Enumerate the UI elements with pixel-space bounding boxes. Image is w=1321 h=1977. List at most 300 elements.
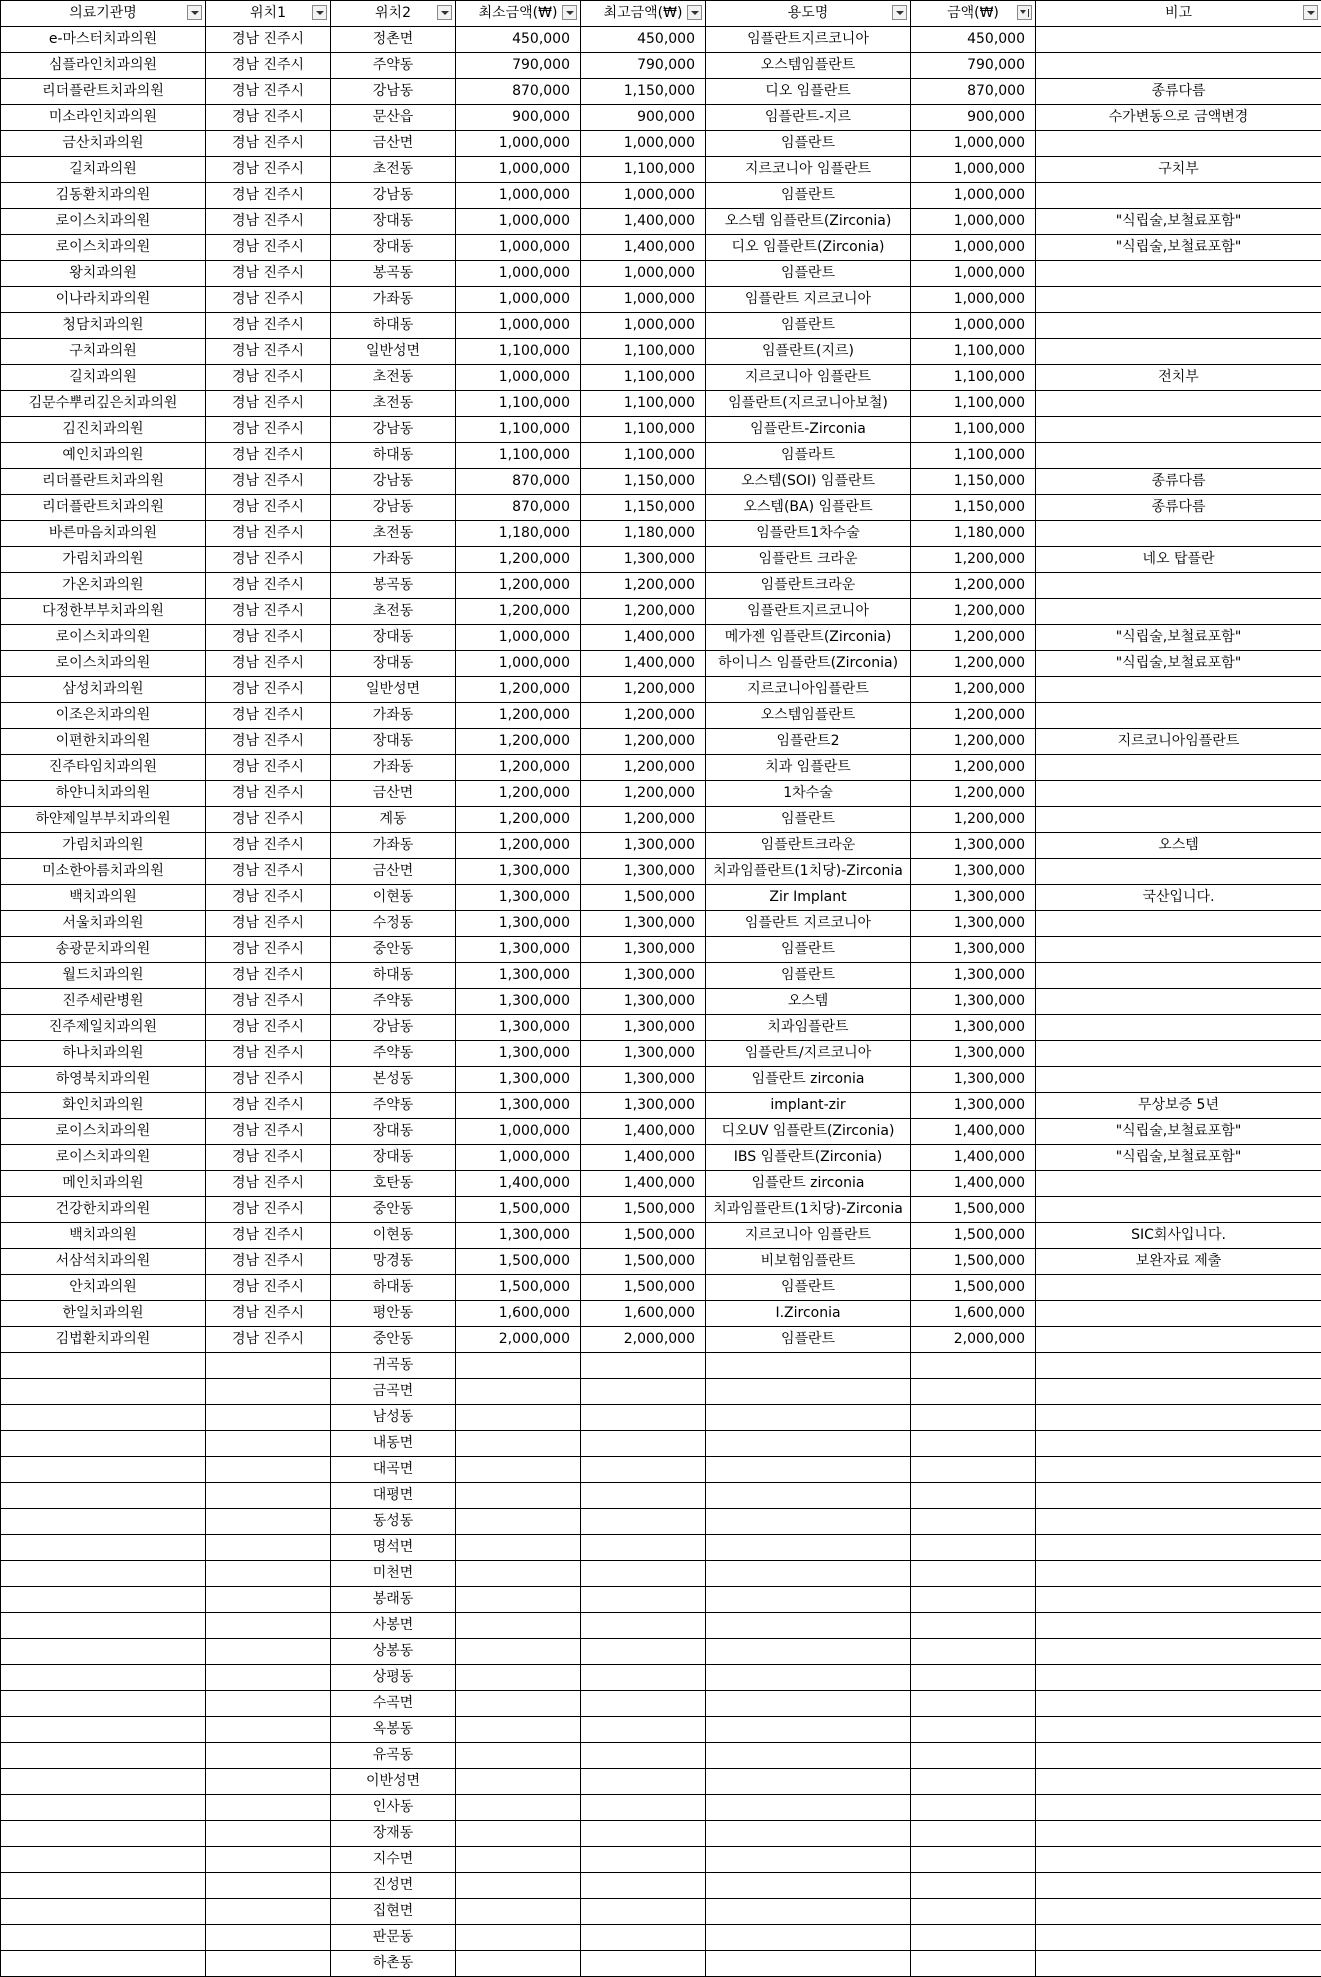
cell-amount[interactable]: 1,500,000 [911,1197,1036,1223]
cell-notes[interactable] [1036,1769,1321,1795]
cell-amount[interactable] [911,1925,1036,1951]
cell-location1[interactable] [206,1509,331,1535]
cell-location1[interactable] [206,1457,331,1483]
cell-location2[interactable]: 계동 [331,807,456,833]
cell-location1[interactable] [206,1535,331,1561]
cell-notes[interactable] [1036,1639,1321,1665]
cell-location2[interactable]: 집현면 [331,1899,456,1925]
cell-amount[interactable] [911,1639,1036,1665]
cell-institution[interactable]: 가림치과의원 [1,547,206,573]
cell-location1[interactable]: 경남 진주시 [206,157,331,183]
cell-max-price[interactable]: 1,500,000 [581,1223,706,1249]
cell-amount[interactable]: 1,200,000 [911,781,1036,807]
cell-amount[interactable]: 1,150,000 [911,469,1036,495]
cell-amount[interactable] [911,1821,1036,1847]
cell-amount[interactable] [911,1431,1036,1457]
cell-min-price[interactable]: 1,500,000 [456,1197,581,1223]
cell-max-price[interactable]: 1,400,000 [581,1145,706,1171]
cell-usage-name[interactable]: 임플란트지르코니아 [706,599,911,625]
cell-institution[interactable]: 안치과의원 [1,1275,206,1301]
cell-max-price[interactable] [581,1561,706,1587]
cell-institution[interactable]: 김문수뿌리깊은치과의원 [1,391,206,417]
cell-min-price[interactable]: 1,100,000 [456,391,581,417]
cell-usage-name[interactable]: 오스템임플란트 [706,703,911,729]
cell-amount[interactable] [911,1873,1036,1899]
cell-min-price[interactable]: 1,000,000 [456,183,581,209]
cell-location2[interactable]: 강남동 [331,469,456,495]
cell-location1[interactable] [206,1665,331,1691]
cell-location2[interactable]: 수곡면 [331,1691,456,1717]
cell-notes[interactable]: 네오 탑플란 [1036,547,1321,573]
cell-location1[interactable] [206,1483,331,1509]
cell-location2[interactable]: 상봉동 [331,1639,456,1665]
cell-max-price[interactable] [581,1769,706,1795]
cell-institution[interactable] [1,1483,206,1509]
cell-amount[interactable]: 1,400,000 [911,1119,1036,1145]
cell-amount[interactable]: 1,200,000 [911,755,1036,781]
cell-institution[interactable] [1,1769,206,1795]
cell-max-price[interactable]: 1,500,000 [581,1197,706,1223]
cell-min-price[interactable]: 1,500,000 [456,1249,581,1275]
cell-amount[interactable]: 1,200,000 [911,651,1036,677]
cell-amount[interactable]: 1,300,000 [911,1041,1036,1067]
cell-notes[interactable] [1036,1613,1321,1639]
cell-institution[interactable] [1,1691,206,1717]
cell-location1[interactable]: 경남 진주시 [206,209,331,235]
cell-notes[interactable] [1036,1353,1321,1379]
cell-institution[interactable]: 로이스치과의원 [1,1119,206,1145]
cell-notes[interactable]: "식립술,보철료포함" [1036,235,1321,261]
filter-dropdown-icon[interactable] [562,5,577,20]
cell-institution[interactable]: 로이스치과의원 [1,1145,206,1171]
cell-max-price[interactable] [581,1795,706,1821]
cell-location2[interactable]: 금산면 [331,131,456,157]
cell-min-price[interactable] [456,1639,581,1665]
cell-location2[interactable]: 주약동 [331,989,456,1015]
cell-notes[interactable] [1036,1301,1321,1327]
cell-min-price[interactable] [456,1665,581,1691]
cell-min-price[interactable]: 1,200,000 [456,781,581,807]
cell-location2[interactable]: 본성동 [331,1067,456,1093]
cell-location1[interactable]: 경남 진주시 [206,677,331,703]
cell-usage-name[interactable]: 임플란트 [706,261,911,287]
cell-location2[interactable]: 금산면 [331,781,456,807]
cell-institution[interactable] [1,1665,206,1691]
cell-institution[interactable]: 김동환치과의원 [1,183,206,209]
cell-notes[interactable] [1036,53,1321,79]
cell-location2[interactable]: 장대동 [331,1145,456,1171]
cell-institution[interactable]: 이나라치과의원 [1,287,206,313]
cell-max-price[interactable]: 1,300,000 [581,1093,706,1119]
filter-dropdown-icon[interactable] [687,5,702,20]
cell-min-price[interactable]: 870,000 [456,469,581,495]
cell-usage-name[interactable]: 임플란트 [706,807,911,833]
cell-min-price[interactable]: 1,200,000 [456,807,581,833]
cell-max-price[interactable]: 1,100,000 [581,417,706,443]
cell-max-price[interactable]: 1,200,000 [581,807,706,833]
cell-institution[interactable] [1,1821,206,1847]
cell-min-price[interactable]: 790,000 [456,53,581,79]
cell-max-price[interactable]: 1,000,000 [581,313,706,339]
cell-institution[interactable]: 하영북치과의원 [1,1067,206,1093]
cell-institution[interactable]: 왕치과의원 [1,261,206,287]
cell-institution[interactable]: 건강한치과의원 [1,1197,206,1223]
cell-usage-name[interactable]: 임플란트 [706,313,911,339]
cell-amount[interactable]: 1,300,000 [911,833,1036,859]
cell-amount[interactable] [911,1691,1036,1717]
cell-amount[interactable]: 1,200,000 [911,807,1036,833]
cell-location1[interactable]: 경남 진주시 [206,27,331,53]
cell-institution[interactable] [1,1457,206,1483]
cell-usage-name[interactable]: 1차수술 [706,781,911,807]
cell-usage-name[interactable]: 임플란트2 [706,729,911,755]
cell-institution[interactable] [1,1353,206,1379]
cell-notes[interactable] [1036,1197,1321,1223]
cell-min-price[interactable] [456,1587,581,1613]
cell-usage-name[interactable]: 하이니스 임플란트(Zirconia) [706,651,911,677]
cell-min-price[interactable] [456,1405,581,1431]
cell-max-price[interactable] [581,1691,706,1717]
cell-min-price[interactable] [456,1743,581,1769]
cell-max-price[interactable]: 1,500,000 [581,1249,706,1275]
cell-amount[interactable]: 1,000,000 [911,287,1036,313]
cell-max-price[interactable] [581,1821,706,1847]
cell-location1[interactable] [206,1769,331,1795]
cell-usage-name[interactable] [706,1353,911,1379]
cell-max-price[interactable]: 1,300,000 [581,1067,706,1093]
cell-usage-name[interactable] [706,1795,911,1821]
cell-usage-name[interactable]: 임플란트 [706,183,911,209]
cell-location2[interactable]: 하촌동 [331,1951,456,1977]
cell-usage-name[interactable]: IBS 임플란트(Zirconia) [706,1145,911,1171]
cell-min-price[interactable]: 1,200,000 [456,573,581,599]
cell-min-price[interactable]: 1,000,000 [456,261,581,287]
cell-location1[interactable]: 경남 진주시 [206,885,331,911]
cell-location2[interactable]: 이현동 [331,1223,456,1249]
cell-min-price[interactable]: 1,300,000 [456,885,581,911]
cell-location2[interactable]: 수정동 [331,911,456,937]
cell-max-price[interactable]: 1,000,000 [581,131,706,157]
cell-location1[interactable]: 경남 진주시 [206,1223,331,1249]
cell-location2[interactable]: 사봉면 [331,1613,456,1639]
cell-amount[interactable]: 1,100,000 [911,365,1036,391]
cell-location2[interactable]: 하대동 [331,963,456,989]
cell-usage-name[interactable] [706,1769,911,1795]
cell-max-price[interactable]: 1,300,000 [581,911,706,937]
cell-notes[interactable] [1036,573,1321,599]
cell-max-price[interactable]: 1,100,000 [581,391,706,417]
cell-location1[interactable]: 경남 진주시 [206,1301,331,1327]
cell-institution[interactable]: 금산치과의원 [1,131,206,157]
cell-amount[interactable]: 1,200,000 [911,547,1036,573]
cell-min-price[interactable] [456,1431,581,1457]
cell-notes[interactable] [1036,1535,1321,1561]
cell-location2[interactable]: 남성동 [331,1405,456,1431]
cell-min-price[interactable] [456,1899,581,1925]
cell-location1[interactable]: 경남 진주시 [206,625,331,651]
cell-max-price[interactable] [581,1951,706,1977]
cell-min-price[interactable]: 1,300,000 [456,1067,581,1093]
cell-max-price[interactable] [581,1613,706,1639]
cell-amount[interactable] [911,1509,1036,1535]
cell-max-price[interactable]: 1,300,000 [581,859,706,885]
cell-amount[interactable] [911,1795,1036,1821]
cell-location2[interactable]: 인사동 [331,1795,456,1821]
cell-usage-name[interactable]: 오스템 임플란트(Zirconia) [706,209,911,235]
cell-usage-name[interactable]: 디오 임플란트(Zirconia) [706,235,911,261]
cell-max-price[interactable]: 1,300,000 [581,963,706,989]
cell-max-price[interactable]: 1,100,000 [581,443,706,469]
cell-institution[interactable]: 김법환치과의원 [1,1327,206,1353]
cell-min-price[interactable]: 1,180,000 [456,521,581,547]
cell-notes[interactable]: 국산입니다. [1036,885,1321,911]
cell-min-price[interactable] [456,1951,581,1977]
cell-amount[interactable]: 1,300,000 [911,1015,1036,1041]
cell-notes[interactable] [1036,1275,1321,1301]
cell-notes[interactable]: 수가변동으로 금액변경 [1036,105,1321,131]
cell-max-price[interactable]: 1,300,000 [581,937,706,963]
cell-location2[interactable]: 중안동 [331,937,456,963]
cell-location1[interactable]: 경남 진주시 [206,469,331,495]
cell-location1[interactable]: 경남 진주시 [206,1327,331,1353]
cell-min-price[interactable]: 1,500,000 [456,1275,581,1301]
cell-institution[interactable] [1,1795,206,1821]
cell-location2[interactable]: 장재동 [331,1821,456,1847]
cell-amount[interactable] [911,1847,1036,1873]
cell-usage-name[interactable]: 임플란트 [706,1275,911,1301]
cell-max-price[interactable]: 1,150,000 [581,495,706,521]
cell-amount[interactable]: 1,200,000 [911,729,1036,755]
cell-location2[interactable]: 봉곡동 [331,573,456,599]
cell-min-price[interactable]: 1,200,000 [456,703,581,729]
cell-notes[interactable]: "식립술,보철료포함" [1036,1119,1321,1145]
cell-institution[interactable]: 길치과의원 [1,157,206,183]
cell-notes[interactable]: SIC회사입니다. [1036,1223,1321,1249]
cell-location2[interactable]: 장대동 [331,235,456,261]
cell-location1[interactable]: 경남 진주시 [206,1145,331,1171]
cell-location1[interactable]: 경남 진주시 [206,911,331,937]
cell-location1[interactable]: 경남 진주시 [206,443,331,469]
cell-institution[interactable]: 다정한부부치과의원 [1,599,206,625]
cell-location1[interactable]: 경남 진주시 [206,781,331,807]
cell-institution[interactable]: 길치과의원 [1,365,206,391]
cell-min-price[interactable]: 1,200,000 [456,833,581,859]
cell-min-price[interactable] [456,1717,581,1743]
cell-usage-name[interactable]: 임플란트 zirconia [706,1171,911,1197]
cell-location2[interactable]: 초전동 [331,599,456,625]
cell-location2[interactable]: 가좌동 [331,833,456,859]
cell-location2[interactable]: 명석면 [331,1535,456,1561]
cell-institution[interactable]: 로이스치과의원 [1,235,206,261]
cell-location1[interactable]: 경남 진주시 [206,859,331,885]
cell-amount[interactable]: 1,400,000 [911,1145,1036,1171]
cell-amount[interactable]: 1,100,000 [911,391,1036,417]
cell-notes[interactable] [1036,1717,1321,1743]
cell-usage-name[interactable] [706,1379,911,1405]
cell-amount[interactable]: 1,200,000 [911,599,1036,625]
cell-location1[interactable] [206,1925,331,1951]
cell-notes[interactable] [1036,781,1321,807]
cell-amount[interactable] [911,1951,1036,1977]
cell-location2[interactable]: 장대동 [331,209,456,235]
cell-amount[interactable]: 1,000,000 [911,313,1036,339]
cell-amount[interactable]: 1,100,000 [911,339,1036,365]
cell-max-price[interactable] [581,1847,706,1873]
cell-institution[interactable] [1,1717,206,1743]
cell-usage-name[interactable] [706,1587,911,1613]
cell-min-price[interactable]: 1,300,000 [456,911,581,937]
cell-location1[interactable]: 경남 진주시 [206,1275,331,1301]
cell-usage-name[interactable]: 임플란트(지르) [706,339,911,365]
cell-location2[interactable]: 망경동 [331,1249,456,1275]
cell-usage-name[interactable]: 디오 임플란트 [706,79,911,105]
cell-max-price[interactable]: 1,000,000 [581,287,706,313]
cell-notes[interactable]: 지르코니아임플란트 [1036,729,1321,755]
cell-institution[interactable]: 예인치과의원 [1,443,206,469]
cell-institution[interactable]: 백치과의원 [1,1223,206,1249]
cell-location1[interactable] [206,1405,331,1431]
cell-notes[interactable]: 구치부 [1036,157,1321,183]
cell-institution[interactable]: 하얀니치과의원 [1,781,206,807]
cell-min-price[interactable]: 1,000,000 [456,157,581,183]
cell-location1[interactable]: 경남 진주시 [206,1171,331,1197]
cell-usage-name[interactable]: 임플라트 [706,443,911,469]
cell-max-price[interactable] [581,1483,706,1509]
cell-notes[interactable] [1036,183,1321,209]
cell-institution[interactable]: 로이스치과의원 [1,651,206,677]
cell-location1[interactable] [206,1847,331,1873]
cell-usage-name[interactable]: 임플란트-지르 [706,105,911,131]
cell-min-price[interactable]: 1,300,000 [456,937,581,963]
cell-location2[interactable]: 문산읍 [331,105,456,131]
cell-location2[interactable]: 옥봉동 [331,1717,456,1743]
cell-amount[interactable]: 1,000,000 [911,209,1036,235]
cell-notes[interactable]: 전치부 [1036,365,1321,391]
cell-min-price[interactable]: 1,200,000 [456,677,581,703]
cell-min-price[interactable]: 1,000,000 [456,313,581,339]
cell-location2[interactable]: 일반성면 [331,339,456,365]
cell-location1[interactable] [206,1379,331,1405]
cell-max-price[interactable]: 1,300,000 [581,1041,706,1067]
cell-max-price[interactable]: 790,000 [581,53,706,79]
cell-location1[interactable]: 경남 진주시 [206,963,331,989]
cell-notes[interactable] [1036,963,1321,989]
cell-notes[interactable] [1036,1743,1321,1769]
cell-usage-name[interactable]: 지르코니아 임플란트 [706,1223,911,1249]
cell-notes[interactable] [1036,1561,1321,1587]
cell-location2[interactable]: 주약동 [331,1041,456,1067]
cell-location1[interactable]: 경남 진주시 [206,1067,331,1093]
cell-amount[interactable]: 1,300,000 [911,911,1036,937]
cell-notes[interactable]: 종류다름 [1036,469,1321,495]
cell-min-price[interactable]: 1,000,000 [456,1119,581,1145]
cell-notes[interactable]: "식립술,보철료포함" [1036,625,1321,651]
cell-institution[interactable]: 미소한아름치과의원 [1,859,206,885]
cell-location2[interactable]: 하대동 [331,1275,456,1301]
cell-usage-name[interactable] [706,1509,911,1535]
cell-institution[interactable]: 서울치과의원 [1,911,206,937]
cell-institution[interactable]: 하얀제일부부치과의원 [1,807,206,833]
cell-max-price[interactable] [581,1873,706,1899]
cell-notes[interactable] [1036,391,1321,417]
cell-usage-name[interactable] [706,1691,911,1717]
cell-usage-name[interactable]: Zir Implant [706,885,911,911]
cell-location2[interactable]: 초전동 [331,157,456,183]
cell-notes[interactable] [1036,1431,1321,1457]
cell-location1[interactable]: 경남 진주시 [206,651,331,677]
cell-institution[interactable] [1,1431,206,1457]
cell-max-price[interactable]: 1,400,000 [581,1119,706,1145]
cell-location1[interactable] [206,1873,331,1899]
cell-amount[interactable]: 1,200,000 [911,677,1036,703]
cell-location1[interactable]: 경남 진주시 [206,105,331,131]
cell-min-price[interactable] [456,1379,581,1405]
cell-institution[interactable]: 가온치과의원 [1,573,206,599]
cell-notes[interactable] [1036,287,1321,313]
cell-location1[interactable] [206,1795,331,1821]
cell-max-price[interactable] [581,1925,706,1951]
cell-notes[interactable] [1036,755,1321,781]
cell-notes[interactable] [1036,313,1321,339]
cell-min-price[interactable]: 870,000 [456,495,581,521]
cell-min-price[interactable]: 1,000,000 [456,651,581,677]
cell-amount[interactable]: 1,000,000 [911,261,1036,287]
cell-min-price[interactable] [456,1925,581,1951]
cell-max-price[interactable]: 1,300,000 [581,989,706,1015]
cell-location1[interactable]: 경남 진주시 [206,365,331,391]
cell-location2[interactable]: 강남동 [331,1015,456,1041]
cell-amount[interactable]: 1,000,000 [911,235,1036,261]
cell-min-price[interactable]: 1,300,000 [456,1223,581,1249]
cell-amount[interactable]: 870,000 [911,79,1036,105]
cell-usage-name[interactable]: 오스템 [706,989,911,1015]
cell-institution[interactable]: 로이스치과의원 [1,209,206,235]
cell-min-price[interactable]: 1,000,000 [456,365,581,391]
cell-max-price[interactable]: 1,100,000 [581,157,706,183]
cell-max-price[interactable]: 1,400,000 [581,651,706,677]
cell-amount[interactable]: 1,500,000 [911,1249,1036,1275]
cell-location1[interactable]: 경남 진주시 [206,1249,331,1275]
cell-institution[interactable] [1,1561,206,1587]
cell-amount[interactable] [911,1457,1036,1483]
cell-min-price[interactable] [456,1509,581,1535]
cell-max-price[interactable] [581,1743,706,1769]
cell-usage-name[interactable]: 오스템임플란트 [706,53,911,79]
cell-location2[interactable]: 가좌동 [331,755,456,781]
cell-location1[interactable]: 경남 진주시 [206,1015,331,1041]
cell-notes[interactable] [1036,1327,1321,1353]
cell-max-price[interactable]: 1,400,000 [581,209,706,235]
cell-notes[interactable]: 보완자료 제출 [1036,1249,1321,1275]
cell-usage-name[interactable]: 임플란트크라운 [706,573,911,599]
cell-amount[interactable] [911,1717,1036,1743]
cell-location1[interactable]: 경남 진주시 [206,1041,331,1067]
cell-min-price[interactable]: 870,000 [456,79,581,105]
cell-amount[interactable]: 1,180,000 [911,521,1036,547]
cell-amount[interactable]: 1,100,000 [911,443,1036,469]
cell-location1[interactable]: 경남 진주시 [206,599,331,625]
cell-usage-name[interactable]: 임플란트크라운 [706,833,911,859]
cell-institution[interactable]: 월드치과의원 [1,963,206,989]
filter-dropdown-icon[interactable] [892,5,907,20]
cell-institution[interactable] [1,1587,206,1613]
cell-min-price[interactable] [456,1535,581,1561]
cell-institution[interactable] [1,1951,206,1977]
cell-location1[interactable]: 경남 진주시 [206,495,331,521]
cell-amount[interactable]: 790,000 [911,53,1036,79]
cell-location1[interactable]: 경남 진주시 [206,703,331,729]
cell-usage-name[interactable]: 임플란트 [706,131,911,157]
